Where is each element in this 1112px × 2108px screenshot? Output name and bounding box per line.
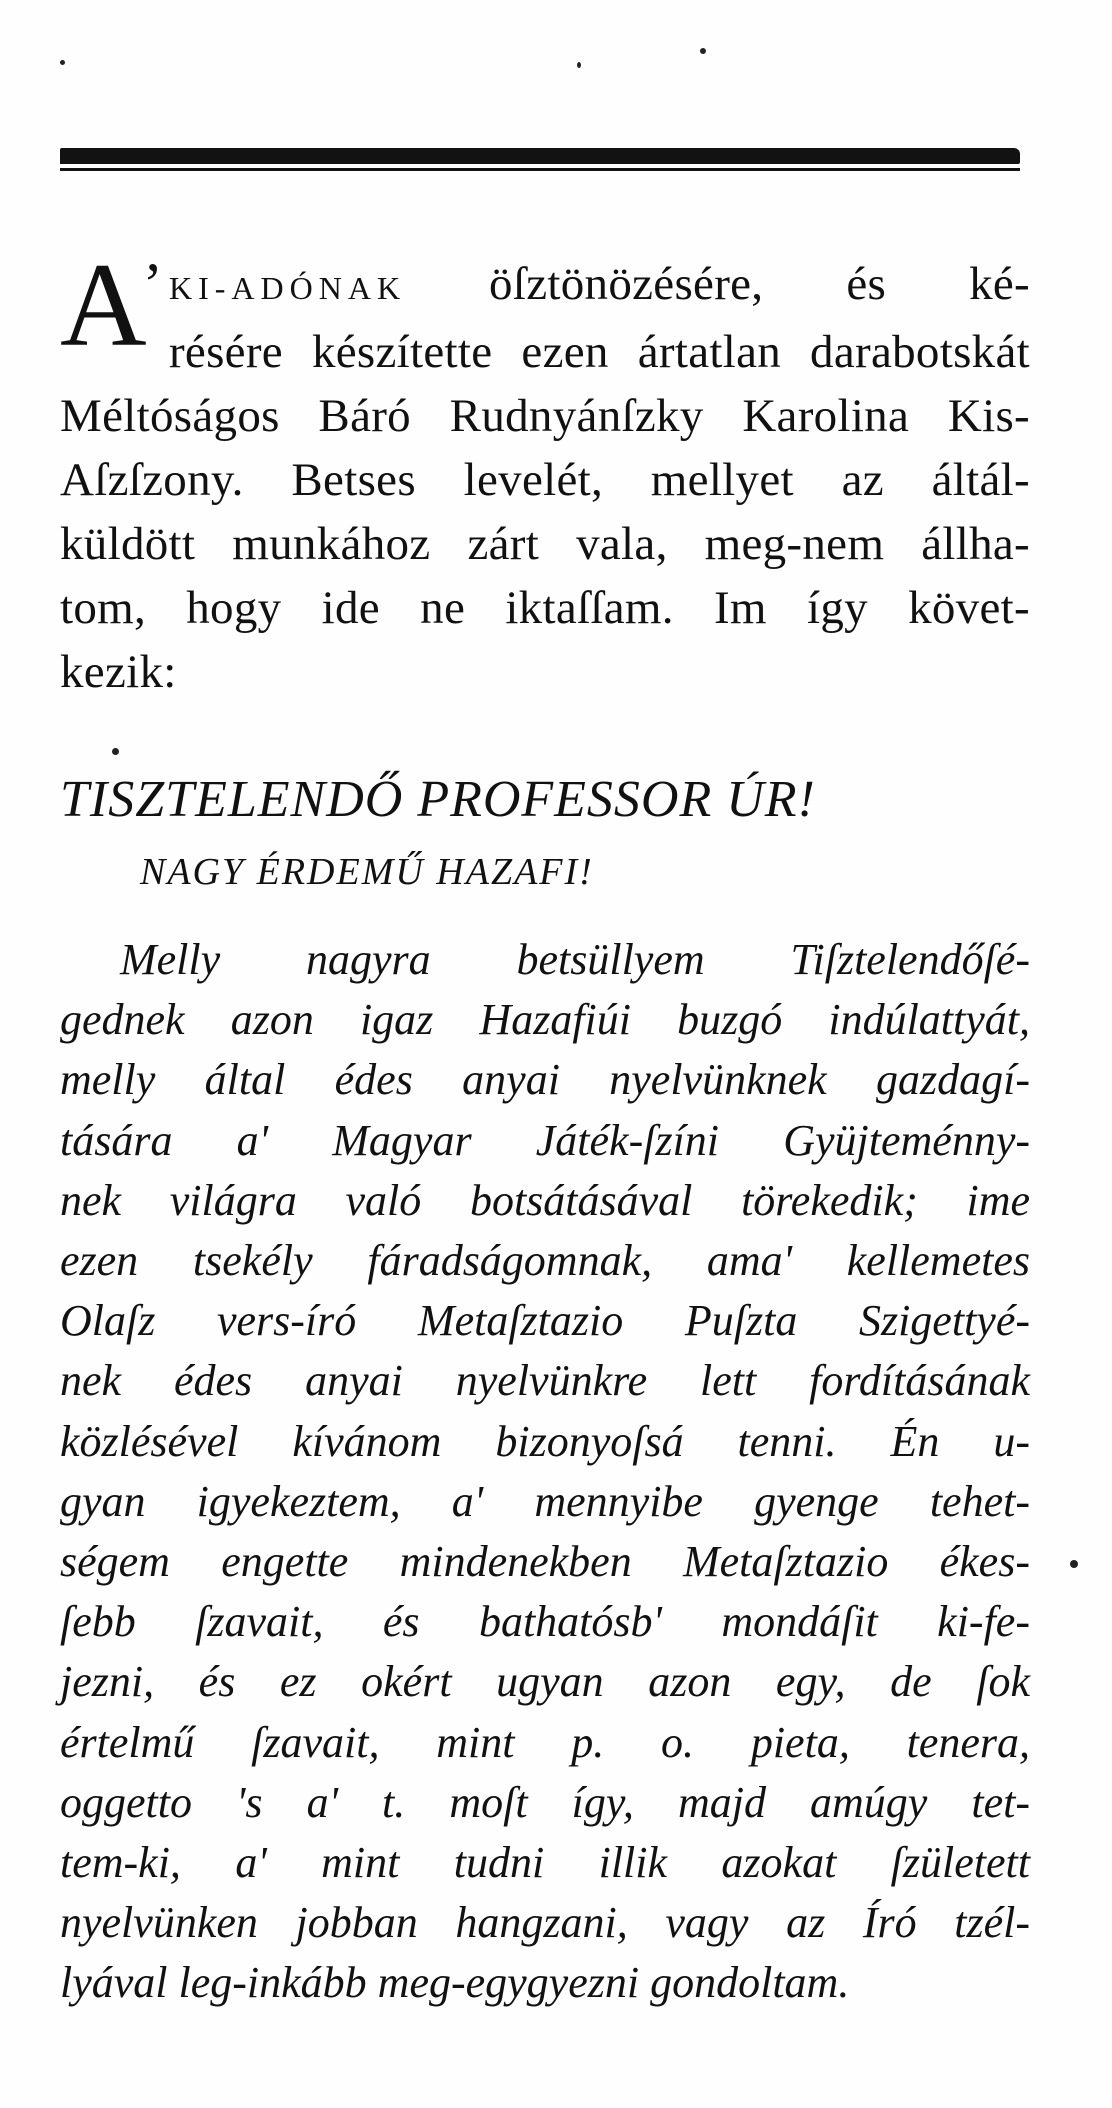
text-line: tom, hogy ide ne iktaſſam. Im így követ- — [60, 582, 1030, 634]
salutation-heading: TISZTELENDŐ PROFESSOR ÚR! — [60, 771, 816, 828]
text-line: kezik: — [60, 646, 177, 698]
text-line: Méltóságos Báró Rudnyánſzky Karolina Kis- — [60, 390, 1030, 442]
text-line: jezni, és ez okért ugyan azon egy, de ſok — [60, 1657, 1030, 1707]
text-line: gyan igyekeztem, a' mennyibe gyenge tehet- — [60, 1476, 1030, 1526]
text-line: oggetto 's a' t. moſt így, majd amúgy tet- — [60, 1777, 1030, 1827]
text-line: résére készítette ezen ártatlan darabotskát — [168, 326, 1030, 378]
text-line: Melly nagyra betsüllyem Tiſztelendőſé- — [120, 935, 1030, 984]
text-line: ezen tsekély fáradságomnak, ama' kellemetes — [60, 1236, 1030, 1286]
text-line: tására a' Magyar Játék-ſzíni Gyüjteménny- — [60, 1115, 1030, 1165]
ornamental-rule — [60, 148, 1020, 164]
ink-speck — [577, 62, 581, 68]
text-line: tem-ki, a' mint tudni illik azokat ſzületett — [60, 1838, 1030, 1888]
drop-cap: A ’ — [60, 238, 163, 371]
text-line: küldött munkához zárt vala, meg-nem állha- — [60, 518, 1030, 570]
text-line: ſebb ſzavait, és bathatósb' mondáſit ki-fe- — [60, 1597, 1030, 1647]
text-line: nek édes anyai nyelvünkre lett fordításának — [60, 1356, 1030, 1406]
text-line: Aſzſzony. Betses levelét, mellyet az áltál- — [60, 454, 1030, 506]
text-line: melly által édes anyai nyelvünknek gazdagí- — [60, 1055, 1030, 1105]
text-line: Olaſz vers-író Metaſztazio Puſzta Szigettyé- — [60, 1296, 1030, 1346]
ink-speck — [1070, 1560, 1078, 1568]
small-caps-word: KI-ADÓNAK — [168, 270, 407, 306]
text-line: közlésével kívánom bizonyoſsá tenni. Én u- — [60, 1416, 1030, 1466]
text-line: nyelvünken jobban hangzani, vagy az Író tzél- — [60, 1898, 1030, 1948]
ornamental-rule-thin — [60, 168, 1020, 171]
ink-speck — [700, 48, 706, 54]
text-line: KI-ADÓNAK öſztönözésére, és ké- — [168, 258, 1030, 310]
text-line: nek világra való botsátásával törekedik; ime — [60, 1175, 1030, 1225]
text-line: értelmű ſzavait, mint p. o. pieta, tenera, — [60, 1717, 1030, 1767]
text-line: ségem engette mindenekben Metaſztazio ékes- — [60, 1537, 1030, 1587]
letter-body — [60, 930, 1030, 2014]
ink-speck — [112, 748, 119, 755]
opening-paragraph — [60, 238, 1030, 704]
text-line: lyával leg-inkább meg-egygyezni gondoltam. — [60, 1958, 850, 2008]
ink-speck — [60, 60, 65, 65]
text-line: gednek azon igaz Hazafiúi buzgó indúlattyát, — [60, 995, 1030, 1045]
sub-salutation-heading: NAGY ÉRDEMŰ HAZAFI! — [140, 851, 594, 893]
